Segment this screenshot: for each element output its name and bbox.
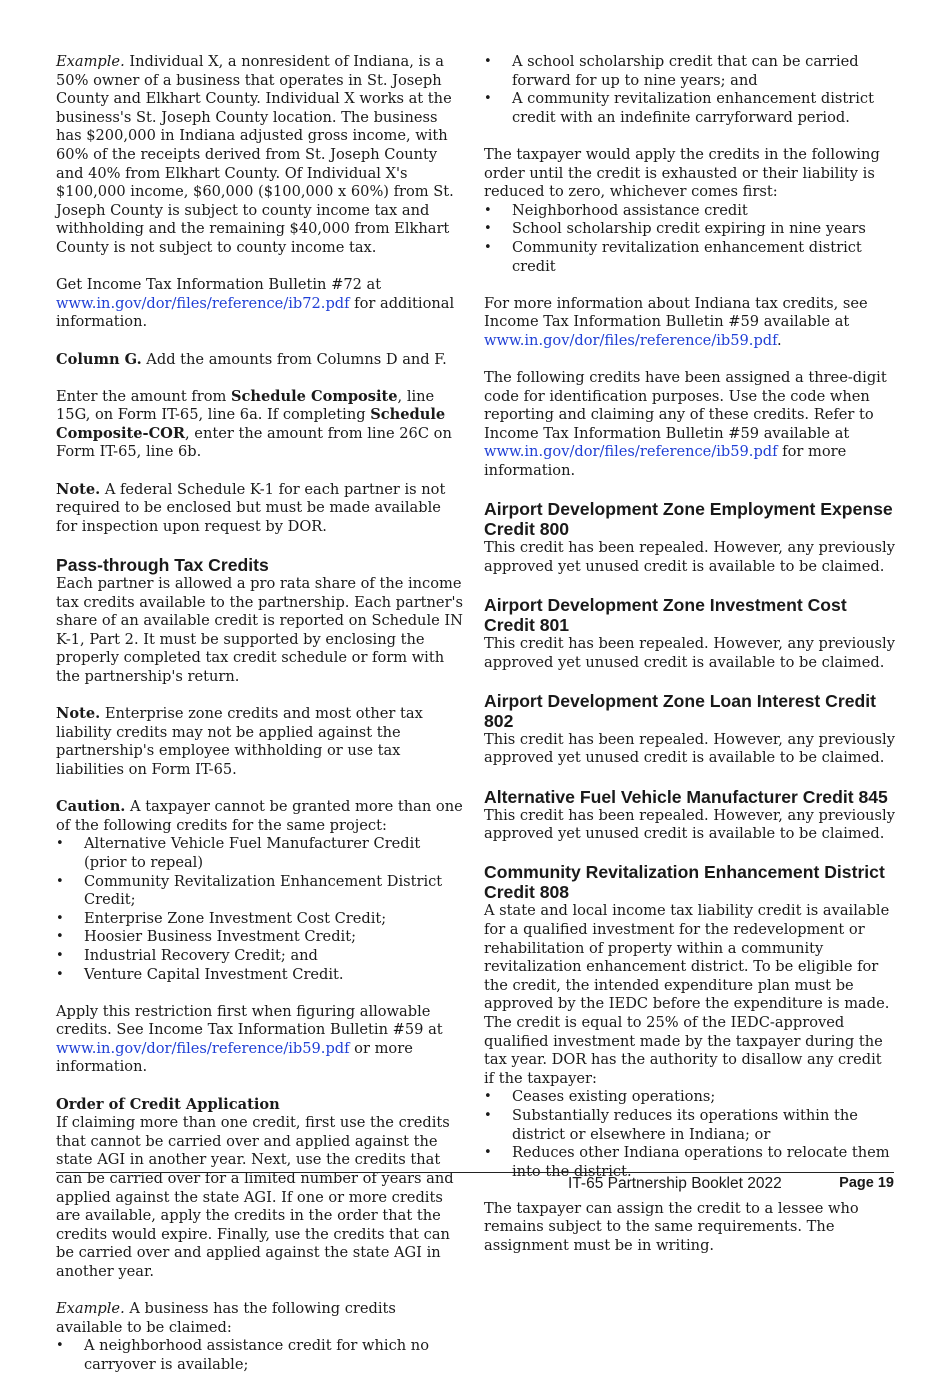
credit-heading: Airport Development Zone Employment Expense Credit 800 <box>484 499 893 540</box>
credit-heading: Airport Development Zone Loan Interest Credit 802 <box>484 690 876 731</box>
credit-text: This credit has been repealed. However, any previously approved yet unused credit is available to be claimed. <box>484 539 895 575</box>
ib72-link[interactable]: www.in.gov/dor/files/reference/ib72.pdf <box>56 294 350 312</box>
ib72-paragraph: Get Income Tax Information Bulletin #72 at www.in.gov/dor/files/reference/ib72.pdf for additional information. <box>56 276 455 331</box>
enter-amount-paragraph: Enter the amount from Schedule Composite, line 15G, on Form IT-65, line 6a. If completing Schedule Composite-COR, enter the amount from line 26C on Form IT-65, line 6b. <box>56 387 452 461</box>
credit-802-section <box>484 691 896 768</box>
list-item: • Reduces other Indiana operations to relocate them into the district. <box>484 1144 896 1181</box>
caution-paragraph: Caution. A taxpayer cannot be granted more than one of the following credits for the same project: <box>56 798 463 834</box>
credit-800-section <box>484 499 896 576</box>
ib59-link[interactable]: www.in.gov/dor/files/reference/ib59.pdf <box>484 443 778 461</box>
footer-rule <box>56 1172 894 1173</box>
example-credit-list <box>56 1337 466 1374</box>
list-item: • A community revitalization enhancement district credit with an indefinite carryforward period. <box>484 90 896 127</box>
example-text: Individual X, a nonresident of Indiana, is a 50% owner of a business that operates in St. Joseph County and Elkhart County. Individual X works at the business's St. Joseph County location. The business has $200,000 in Indiana adjusted gross income, with 60% of the receipts derived from St. Joseph County and 40% from Elkhart County. Of Individual X's $100,000 income, $60,000 ($100,000 x 60%) from St. Joseph County is subject to county income tax and withholding and the remaining $40,000 from Elkhart County is not subject to county income tax. <box>56 53 454 256</box>
credit-heading: Community Revitalization Enhancement District Credit 808 <box>484 862 885 903</box>
apply-restriction-paragraph: Apply this restriction first when figuring allowable credits. See Income Tax Information Bulletin #59 at www.in.gov/dor/files/reference/ib59.pdf or more information. <box>56 1002 443 1076</box>
credit-text: This credit has been repealed. However, any previously approved yet unused credit is available to be claimed. <box>484 806 895 843</box>
list-item: • Alternative Vehicle Fuel Manufacturer Credit (prior to repeal) <box>56 835 466 872</box>
list-item: • Substantially reduces its operations within the district or elsewhere in Indiana; or <box>484 1107 896 1144</box>
ib59-link[interactable]: www.in.gov/dor/files/reference/ib59.pdf <box>56 1039 350 1057</box>
credit-808-section <box>484 862 896 1181</box>
list-item: • Industrial Recovery Credit; and <box>56 947 466 966</box>
example-credit-list-cont <box>484 53 896 127</box>
credit-heading: Airport Development Zone Investment Cost Credit 801 <box>484 595 847 636</box>
list-item: • Ceases existing operations; <box>484 1088 896 1107</box>
example-paragraph <box>56 53 466 258</box>
list-item: • Venture Capital Investment Credit. <box>56 966 466 985</box>
page-footer <box>56 1175 894 1197</box>
disallow-list <box>484 1088 896 1181</box>
example-business-paragraph: Example. A business has the following credits available to be claimed: <box>56 1300 396 1336</box>
caution-list <box>56 835 466 984</box>
credit-heading: Alternative Fuel Vehicle Manufacturer Credit 845 <box>484 786 888 807</box>
assign-paragraph: The taxpayer can assign the credit to a lessee who remains subject to the same requirements. The assignment must be in writing. <box>484 1199 859 1255</box>
credit-text: This credit has been repealed. However, any previously approved yet unused credit is available to be claimed. <box>484 730 895 767</box>
list-item: • A neighborhood assistance credit for which no carryover is available; <box>56 1337 466 1374</box>
codes-paragraph: The following credits have been assigned a three-digit code for identification purposes. Use the code when reporting and claiming any of these credits. Refer to Income Tax Information Bulletin #59 available at www.in.gov/dor/files/reference/ib59.pdf for more information. <box>484 369 887 480</box>
list-item: • A school scholarship credit that can be carried forward for up to nine years; and <box>484 53 896 90</box>
pass-through-heading: Pass-through Tax Credits <box>56 555 269 576</box>
page-number: Page 19 <box>839 1175 894 1191</box>
list-item: • Neighborhood assistance credit <box>484 202 896 221</box>
right-column <box>484 53 896 1256</box>
list-item: • Community revitalization enhancement district credit <box>484 239 896 276</box>
column-g-paragraph: Column G. Add the amounts from Columns D and F. <box>56 350 447 368</box>
credit-801-section <box>484 595 896 672</box>
credit-text: This credit has been repealed. However, any previously approved yet unused credit is available to be claimed. <box>484 635 895 671</box>
order-paragraph: If claiming more than one credit, first use the credits that cannot be carried over and applied against the state AGI in another year. Next, use the credits that can be carried over for a limited number of years and applied against the state AGI. If one or more credits are available, apply the credits in the order that the credits would expire. Finally, use the credits that can be carried over and applied against the state AGI in another year. <box>56 1114 454 1280</box>
note-enterprise-paragraph: Note. Enterprise zone credits and most other tax liability credits may not be applied against the partnership's employee withholding or use tax liabilities on Form IT-65. <box>56 705 423 778</box>
credit-845-section <box>484 787 896 844</box>
more-info-paragraph: For more information about Indiana tax credits, see Income Tax Information Bulletin #59 available at www.in.gov/dor/files/reference/ib59.pdf. <box>484 294 868 349</box>
apply-order-list <box>484 202 896 276</box>
list-item: • Hoosier Business Investment Credit; <box>56 928 466 947</box>
booklet-title: IT-65 Partnership Booklet 2022 <box>568 1175 782 1192</box>
note-k1-paragraph: Note. A federal Schedule K-1 for each partner is not required to be enclosed but must be made available for inspection upon request by DOR. <box>56 480 446 535</box>
pass-through-paragraph: Each partner is allowed a pro rata share of the income tax credits available to the partnership. Each partner's share of an available credit is reported on Schedule IN K-1, Part 2. It must be supported by enclosing the properly completed tax credit schedule or form with the partnership's return. <box>56 575 464 685</box>
apply-order-paragraph: The taxpayer would apply the credits in the following order until the credit is exhausted or their liability is reduced to zero, whichever comes first: <box>484 145 880 201</box>
ib59-link[interactable]: www.in.gov/dor/files/reference/ib59.pdf <box>484 331 778 349</box>
example-lead: Example. <box>56 53 125 70</box>
list-item: • School scholarship credit expiring in nine years <box>484 220 896 239</box>
credit-text: A state and local income tax liability credit is available for a qualified investment for the redevelopment or rehabilitation of property within a community revitalization enhancement district. To be eligible for the credit, the intended expenditure plan must be approved by the IEDC before the expenditure is made. The credit is equal to 25% of the IEDC-approved qualified investment made by the taxpayer during the tax year. DOR has the authority to disallow any credit if the taxpayer: <box>484 902 890 1087</box>
list-item: • Community Revitalization Enhancement District Credit; <box>56 873 466 910</box>
list-item: • Enterprise Zone Investment Cost Credit; <box>56 910 466 929</box>
order-heading: Order of Credit Application <box>56 1095 280 1113</box>
